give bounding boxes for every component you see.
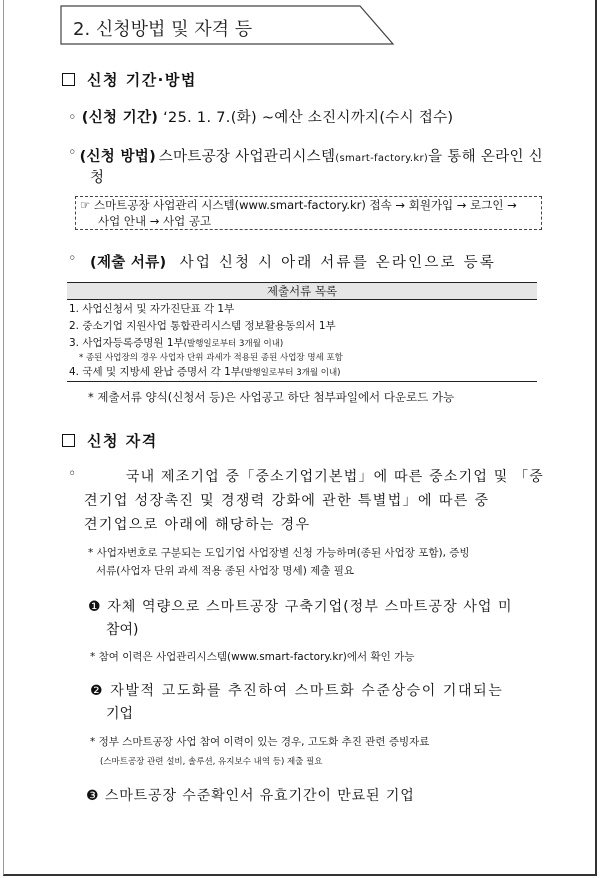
eligibility-item-3: ❸ 스마트공장 수준확인서 유효기간이 만료된 기업	[86, 788, 415, 804]
circle-bullet-icon: ◦	[68, 251, 77, 267]
eligibility-item-2-note-2: (스마트공장 관련 설비, 솔루션, 유지보수 내역 등) 제출 필요	[100, 757, 323, 767]
docs-row-3-main: 3. 사업자등록증명원 1부	[69, 337, 184, 349]
period-label: (신청 기간)	[81, 110, 159, 126]
docs-row-4-small: (발행일로부터 3개월 이내)	[240, 368, 341, 378]
docs-row-4	[69, 364, 340, 379]
docs-row-3-note: * 종된 사업장의 경우 사업자 단위 과세가 적용된 종된 사업장 명세 포함	[79, 353, 343, 363]
square-bullet-icon	[62, 434, 75, 447]
period-text: ‘25. 1. 7.(화) ~예산 소진시까지(수시 접수)	[163, 110, 454, 126]
eligibility-note-2: 서류(사업자 단위 과세 적용 종된 사업장 명세) 제출 필요	[96, 565, 355, 577]
method-line-2: 청	[90, 170, 105, 186]
docs-line	[68, 251, 496, 272]
docs-row-2: 2. 중소기업 지원사업 통합관리시스템 정보활용동의서 1부	[69, 320, 336, 332]
docs-text: 사업 신청 시 아래 서류를 온라인으로 등록	[179, 255, 496, 271]
eligibility-item-2-note-1: * 정부 스마트공장 사업 참여 이력이 있는 경우, 고도화 추진 관련 증빙자료	[90, 736, 430, 748]
section-title-tab	[60, 5, 394, 45]
method-line	[68, 145, 543, 166]
square-bullet-icon	[62, 73, 75, 86]
section-title: 2. 신청방법 및 자격 등	[73, 19, 253, 40]
eligibility-main-3: 견기업으로 아래에 해당하는 경우	[84, 517, 311, 533]
period-line	[68, 106, 453, 127]
eligibility-item-1-note: * 참여 이력은 사업관리시스템(www.smart-factory.kr)에서 확인 가능	[90, 651, 415, 663]
docs-table-header: 제출서류 목록	[67, 283, 537, 300]
method-text-pre: 스마트공장 사업관리시스템	[158, 149, 336, 165]
docs-footnote: * 제출서류 양식(신청서 등)은 사업공고 하단 첨부파일에서 다운로드 가능	[88, 390, 455, 404]
eligibility-main-2: 견기업 성장촉진 및 경쟁력 강화에 관한 특별법」에 따른 중	[84, 493, 490, 509]
method-text-post: 을 통해 온라인 신	[428, 149, 543, 165]
eligibility-main-1-text: 국내 제조기업 중「중소기업기본법」에 따른 중소기업 및 「중	[125, 469, 544, 485]
docs-table	[67, 282, 537, 382]
eligibility-main-1	[68, 466, 544, 486]
heading-eligibility-text: 신청 자격	[87, 432, 158, 450]
method-text	[159, 145, 543, 166]
docs-label: (제출 서류)	[90, 255, 167, 271]
docs-row-3	[69, 335, 283, 350]
docs-row-1: 1. 사업신청서 및 자가진단표 각 1부	[69, 303, 235, 315]
guide-line-1: ☞ 스마트공장 사업관리 시스템(www.smart-factory.kr) 접속 → 회원가입 → 로그인 →	[80, 198, 517, 212]
circle-bullet-icon: ◦	[68, 110, 77, 126]
heading-period-method-text: 신청 기간·방법	[87, 71, 197, 89]
eligibility-item-1-line-2: 참여)	[106, 622, 139, 638]
circle-bullet-icon: ◦	[68, 145, 77, 161]
docs-row-3-small: (발행일로부터 3개월 이내)	[183, 339, 284, 349]
eligibility-note-1: * 사업자번호로 구분되는 도입기업 사업장별 신청 가능하며(종된 사업장 포함), 증빙	[88, 547, 470, 559]
heading-period-method	[62, 69, 197, 90]
guide-line-2: 사업 안내 → 사업 공고	[98, 214, 212, 228]
eligibility-item-2: ❷ 자발적 고도화를 추진하여 스마트화 수준상승이 기대되는	[90, 683, 504, 699]
method-label: (신청 방법)	[79, 149, 156, 165]
eligibility-item-2-line-2: 기업	[106, 706, 134, 722]
docs-row-4-main: 4. 국세 및 지방세 완납 증명서 각 1부	[69, 366, 241, 378]
eligibility-item-1: ❶ 자체 역량으로 스마트공장 구축기업(정부 스마트공장 사업 미	[88, 599, 513, 615]
method-text-small: (smart-factory.kr)	[335, 153, 429, 164]
circle-bullet-icon: ◦	[68, 466, 77, 482]
heading-eligibility	[62, 430, 158, 451]
